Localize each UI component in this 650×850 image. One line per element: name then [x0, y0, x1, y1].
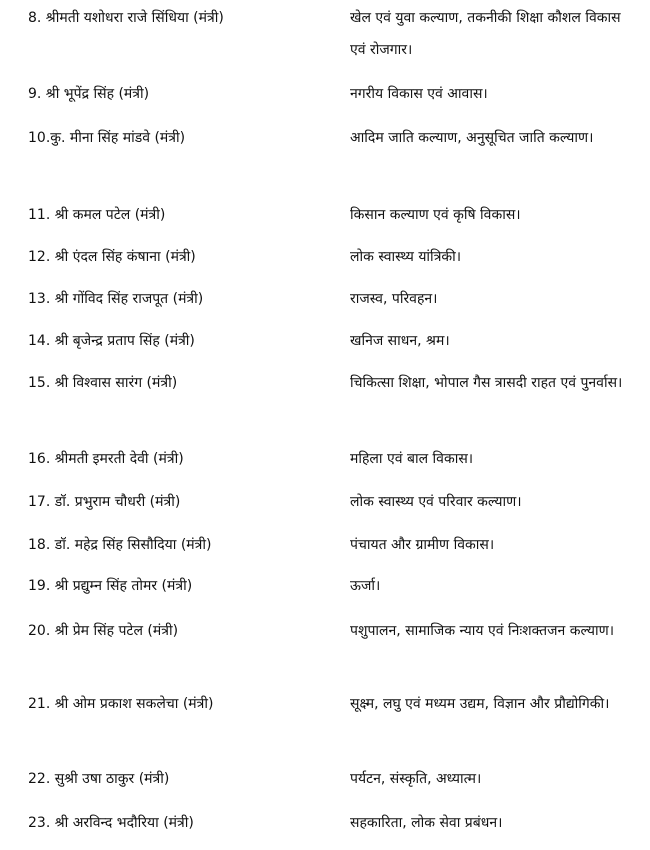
minister-name: 21. श्री ओम प्रकाश सकलेचा (मंत्री): [28, 696, 214, 712]
minister-portfolio: चिकित्सा शिक्षा, भोपाल गैस त्रासदी राहत एवं पुनर्वास।: [350, 375, 623, 391]
minister-portfolio: ऊर्जा।: [350, 578, 381, 594]
minister-portfolio: आदिम जाति कल्याण, अनुसूचित जाति कल्याण।: [350, 130, 594, 146]
minister-name: 15. श्री विश्वास सारंग (मंत्री): [28, 375, 178, 391]
minister-name: 18. डॉ. महेद्र सिंह सिसौदिया (मंत्री): [28, 537, 212, 553]
minister-portfolio: सूक्ष्म, लघु एवं मध्यम उद्यम, विज्ञान और प्रौद्योगिकी।: [350, 696, 610, 712]
minister-name: 13. श्री गोंविद सिंह राजपूत (मंत्री): [28, 291, 204, 307]
minister-name: 17. डॉ. प्रभुराम चौधरी (मंत्री): [28, 494, 181, 510]
minister-name: 9. श्री भूपेंद्र सिंह (मंत्री): [28, 86, 150, 102]
minister-portfolio: लोक स्वास्थ्य एवं परिवार कल्याण।: [350, 494, 522, 510]
minister-name: 8. श्रीमती यशोधरा राजे सिंधिया (मंत्री): [28, 10, 224, 26]
minister-name: 22. सुश्री उषा ठाकुर (मंत्री): [28, 771, 170, 787]
minister-portfolio: खनिज साधन, श्रम।: [350, 333, 450, 349]
minister-portfolio: किसान कल्याण एवं कृषि विकास।: [350, 207, 521, 223]
minister-portfolio: खेल एवं युवा कल्याण, तकनीकी शिक्षा कौशल विकास एवं रोजगार।: [350, 10, 621, 58]
minister-name: 23. श्री अरविन्द भदौरिया (मंत्री): [28, 815, 194, 831]
minister-portfolio: सहकारिता, लोक सेवा प्रबंधन।: [350, 815, 503, 831]
minister-name: 16. श्रीमती इमरती देवी (मंत्री): [28, 451, 184, 467]
minister-name: 14. श्री बृजेन्द्र प्रताप सिंह (मंत्री): [28, 333, 195, 349]
minister-name: 10.कु. मीना सिंह मांडवे (मंत्री): [28, 130, 186, 146]
minister-name: 19. श्री प्रद्युम्न सिंह तोमर (मंत्री): [28, 578, 193, 594]
minister-name: 12. श्री एंदल सिंह कंषाना (मंत्री): [28, 249, 196, 265]
minister-portfolio: लोक स्वास्थ्य यांत्रिकी।: [350, 249, 462, 265]
minister-portfolio: पशुपालन, सामाजिक न्याय एवं निःशक्तजन कल्याण।: [350, 623, 615, 639]
minister-name: 20. श्री प्रेम सिंह पटेल (मंत्री): [28, 623, 179, 639]
minister-portfolio: नगरीय विकास एवं आवास।: [350, 86, 488, 102]
minister-portfolio: महिला एवं बाल विकास।: [350, 451, 474, 467]
minister-portfolio: पर्यटन, संस्कृति, अध्यात्म।: [350, 771, 482, 787]
minister-name: 11. श्री कमल पटेल (मंत्री): [28, 207, 166, 223]
minister-portfolio: राजस्व, परिवहन।: [350, 291, 438, 307]
minister-portfolio: पंचायत और ग्रामीण विकास।: [350, 537, 495, 553]
